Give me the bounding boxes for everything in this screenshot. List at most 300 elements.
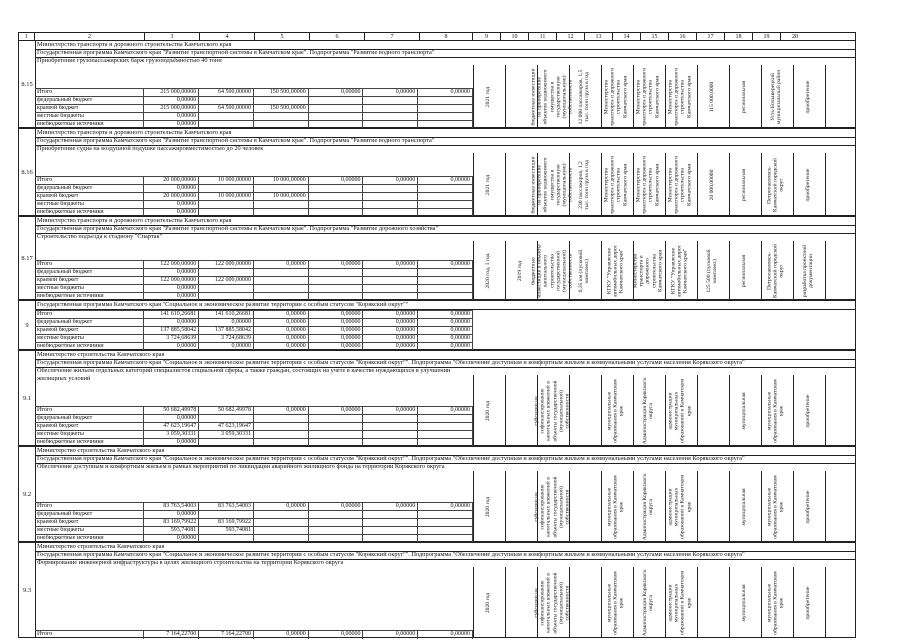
vertical-cell <box>697 471 725 542</box>
vertical-cell <box>532 567 570 638</box>
finance-value: 0,00000 <box>363 177 418 185</box>
vertical-cell-text: 2019 год <box>516 260 523 281</box>
column-number-15: 15 <box>641 33 669 40</box>
finance-value: 3 724,68639 <box>199 335 254 343</box>
vertical-cell <box>633 567 661 638</box>
column-number-16: 16 <box>669 33 697 40</box>
finance-value: 0,00000 <box>418 631 473 639</box>
vertical-cell-text: приобретение <box>804 79 811 114</box>
vertical-cell <box>825 567 853 638</box>
finance-value: 0,00000 <box>418 311 473 319</box>
vertical-cell <box>761 375 789 446</box>
vertical-cell-text: приобретение <box>804 585 811 620</box>
finance-value: 0,00000 <box>199 319 254 327</box>
finance-value: 0,00000 <box>309 327 364 335</box>
object-name: Обеспечение доступным и комфортным жильем в рамках мероприятий по ликвидации аварийного жилищного фонда на территории Корякского округа <box>37 463 445 470</box>
finance-value: 83 169,79922 <box>199 519 254 527</box>
finance-value: 0,00000 <box>199 343 254 351</box>
vertical-cell-text: субсидии на софинансирование капитальных вложений в объекты государственной (муниципальной) собственности <box>532 572 570 633</box>
finance-value: 3 059,30331 <box>144 431 199 439</box>
vertical-cell <box>473 375 501 446</box>
finance-value: 0,00000 <box>309 335 364 343</box>
finance-value: 0,00000 <box>418 327 473 335</box>
finance-value: 0,00000 <box>363 327 418 335</box>
vertical-cell <box>532 375 570 446</box>
vertical-cell-text: приобретение <box>804 167 811 202</box>
ministry-line: Министерство строительства Камчатского края <box>35 447 855 456</box>
vertical-cell <box>825 375 853 446</box>
finance-value: 47 623,19647 <box>199 423 254 431</box>
finance-value: 0,00000 <box>144 121 199 129</box>
finance-value: 83 169,79922 <box>144 519 199 527</box>
vertical-cell <box>793 471 821 542</box>
finance-value: 0,00000 <box>309 89 364 97</box>
finance-label: федеральный бюджет <box>35 269 144 277</box>
row-number: 9.2 <box>19 447 36 541</box>
finance-value: 10 000,00000 <box>199 193 254 201</box>
finance-value: 0,00000 <box>418 503 473 511</box>
vertical-cell-text: региональная <box>740 80 747 113</box>
finance-label: краевой бюджет <box>35 423 144 431</box>
document-table <box>18 32 856 638</box>
vertical-cell-text: приобретение <box>804 393 811 428</box>
finance-label: Итого <box>35 261 144 269</box>
vertical-cell-text: Администрация Корякского округа <box>641 377 654 444</box>
program-line: Государственная программа Камчатского края "Развитие транспортной системы в Камчатском крае". Подпрограмма "Развитие водного транспорта" <box>35 137 855 146</box>
vertical-cell-text: КГКУ "Управление автомобильных дорог Камчатского края" <box>670 244 689 297</box>
column-number-1: 1 <box>19 33 35 40</box>
finance-value: 20 000,00000 <box>144 177 199 185</box>
finance-value: 50 682,49978 <box>144 407 199 415</box>
vertical-cell-text: муниципальные образования в Камчатском крае <box>606 474 625 539</box>
vertical-cell <box>473 567 501 638</box>
finance-value: 3 059,30331 <box>199 431 254 439</box>
vertical-cell-text: 12 000 пассажиров, 1,5 тыс. тонн груза в год <box>577 69 590 124</box>
object-name: Приобретение грузопассажирских барж грузоподъёмностью 40 тонн <box>37 57 222 64</box>
column-number-18: 18 <box>725 33 753 40</box>
finance-label: краевой бюджет <box>35 193 144 201</box>
row-number: 9.3 <box>19 543 36 637</box>
finance-label: Итого <box>35 503 144 511</box>
vertical-cell-text: субсидии на софинансирование капитальных вложений в объекты государственной (муниципальной) собственности <box>532 380 570 441</box>
finance-value: 50 682,49978 <box>199 407 254 415</box>
object-name: Строительство подъезда к стадиону "Спартак" <box>37 233 163 240</box>
ministry-line: Министерство транспорта и дорожного строительства Камчатского края <box>35 129 855 138</box>
vertical-cell <box>601 471 629 542</box>
finance-value: 0,00000 <box>144 511 199 519</box>
vertical-cell <box>761 471 789 542</box>
finance-value: 0,00000 <box>418 335 473 343</box>
finance-value: 150 500,00000 <box>254 105 309 113</box>
program-line: Государственная программа Камчатского края "Социальное и экономическое развитие территории с особым статусом "Корякский округ"". Подпрограмма "Обеспечение доступным и комфортным жильем и коммунальными услугами населения Корякского округа" <box>35 551 855 560</box>
vertical-cell-text: 2021 год <box>484 86 491 107</box>
finance-label: Итого <box>35 311 144 319</box>
finance-value: 0,00000 <box>254 407 309 415</box>
row-number: 8.15 <box>19 41 36 127</box>
column-number-6: 6 <box>310 33 365 40</box>
vertical-cell <box>601 241 629 300</box>
finance-value: 20 000,00000 <box>144 193 199 201</box>
object-block <box>18 40 856 128</box>
vertical-cell-text: 230 пассажиров, 1,2 тыс. тонн груза в год <box>577 159 590 210</box>
ministry-line: Министерство строительства Камчатского края <box>35 351 855 360</box>
finance-value: 0,00000 <box>363 319 418 327</box>
finance-value: 64 500,00000 <box>199 89 254 97</box>
vertical-cell <box>729 375 757 446</box>
finance-value: 141 610,26681 <box>199 311 254 319</box>
finance-value: 0,00000 <box>144 97 199 105</box>
program-line: Государственная программа Камчатского края "Развитие транспортной системы в Камчатском крае". Подпрограмма "Развитие дорожного хозяйства" <box>35 225 855 234</box>
vertical-cell-text: администрации муниципальных образований в Камчатском крае <box>667 474 692 539</box>
vertical-cell-text: приобретение <box>804 489 811 524</box>
column-number-header <box>18 32 856 40</box>
vertical-cell-text: 2020 год <box>484 496 491 517</box>
finance-value: 0,00000 <box>309 319 364 327</box>
vertical-cell-text: 2021 год <box>484 174 491 195</box>
finance-value: 0,00000 <box>144 209 199 217</box>
vertical-cell <box>729 567 757 638</box>
finance-value: 137 885,58042 <box>144 327 199 335</box>
vertical-cell <box>569 65 597 128</box>
finance-label: краевой бюджет <box>35 519 144 527</box>
finance-row <box>35 630 473 639</box>
vertical-cell <box>665 567 693 638</box>
vertical-cell <box>665 471 693 542</box>
vertical-cell <box>761 65 789 128</box>
column-number-4: 4 <box>200 33 255 40</box>
finance-value: 0,00000 <box>363 343 418 351</box>
finance-value: 0,00000 <box>144 535 199 543</box>
finance-label: местные бюджеты <box>35 431 144 439</box>
column-number-5: 5 <box>255 33 310 40</box>
finance-value: 83 763,54003 <box>144 503 199 511</box>
vertical-cell-text: Петропавловск-Камчатский городской округ <box>766 243 785 298</box>
vertical-cell-text: муниципальные образования в Камчатском крае <box>606 378 625 443</box>
finance-value: 0,00000 <box>144 113 199 121</box>
program-line: Государственная программа Камчатского края "Социальное и экономическое развитие территории с особым статусом "Корякский округ"". Подпрограмма "Обеспечение доступным и комфортным жильем и коммунальными услугами населения Корякского округа" <box>35 455 855 464</box>
vertical-cell <box>505 471 533 542</box>
column-number-11: 11 <box>529 33 557 40</box>
vertical-cell <box>505 153 533 216</box>
vertical-cell-text: муниципальные образования в Камчатском крае <box>766 570 785 635</box>
finance-value: 0,00000 <box>309 177 364 185</box>
finance-value: 0,00000 <box>144 293 199 301</box>
finance-value: 0,00000 <box>418 319 473 327</box>
finance-value: 83 763,54003 <box>199 503 254 511</box>
row-number: 8.16 <box>19 129 36 215</box>
object-block <box>18 350 856 446</box>
vertical-cell-text: Министерство транспорта и дорожного строительства Камчатского края <box>631 249 663 292</box>
vertical-cell-text: Министерство транспорта и дорожного строительства Камчатского края <box>667 67 692 126</box>
vertical-cell <box>665 65 693 128</box>
finance-value: 0,00000 <box>144 343 199 351</box>
vertical-cell <box>793 375 821 446</box>
finance-value: 215 000,00000 <box>144 105 199 113</box>
vertical-cell-text: муниципальные образования в Камчатском крае <box>606 570 625 635</box>
vertical-cell-text: Петропавловск-Камчатский городской округ <box>766 157 785 212</box>
object-name: Приобретение судна на воздушной подушке пассажировместимостью до 20 человек <box>37 145 264 152</box>
finance-value: 0,00000 <box>254 261 309 269</box>
vertical-cell-text: администрации муниципальных образований в Камчатском крае <box>667 570 692 635</box>
finance-label: внебюджетные источники <box>35 535 144 543</box>
vertical-cell-text: бюджетные инвестиции в объекты капитального строительства государственной (муниципальной) собственности <box>529 243 574 298</box>
vertical-cell <box>505 375 533 446</box>
finance-label: местные бюджеты <box>35 113 144 121</box>
finance-value: 122 000,00000 <box>144 261 199 269</box>
vertical-cell <box>505 65 533 128</box>
vertical-cell-text: разработка проектной документации <box>801 244 814 297</box>
vertical-cell <box>697 65 725 128</box>
vertical-cell <box>473 153 501 216</box>
finance-value: 122 000,00000 <box>199 277 254 285</box>
finance-value: 0,00000 <box>144 201 199 209</box>
vertical-cell <box>633 375 661 446</box>
vertical-cell-text: муниципальная <box>740 487 747 526</box>
finance-value: 0,00000 <box>418 261 473 269</box>
object-block <box>18 542 856 638</box>
finance-label: внебюджетные источники <box>35 293 144 301</box>
finance-value: 0,00000 <box>418 343 473 351</box>
ministry-line: Министерство строительства Камчатского края <box>35 543 855 552</box>
finance-value: 10 000,00000 <box>254 177 309 185</box>
finance-value: 0,00000 <box>363 335 418 343</box>
vertical-cell-text: Министерство транспорта и дорожного строительства Камчатского края <box>667 155 692 214</box>
vertical-cell <box>697 567 725 638</box>
vertical-cell <box>761 567 789 638</box>
finance-value: 0,00000 <box>254 327 309 335</box>
finance-value: 0,00000 <box>363 503 418 511</box>
finance-label: федеральный бюджет <box>35 185 144 193</box>
vertical-cell-text: Министерство транспорта и дорожного строительства Камчатского края <box>603 67 628 126</box>
section-9-summary <box>18 300 856 350</box>
finance-value: 0,00000 <box>309 311 364 319</box>
finance-value: 0,00000 <box>309 261 364 269</box>
vertical-cell <box>665 153 693 216</box>
vertical-cell-text: муниципальные образования в Камчатском крае <box>766 378 785 443</box>
vertical-cell <box>529 153 574 216</box>
vertical-cell-text: бюджетные инвестиции на приобретение объектов недвижимого имущества в государственную (муниципальную) собственность <box>529 67 574 126</box>
finance-label: внебюджетные источники <box>35 343 144 351</box>
vertical-cell-text: 125 500 (пусковой комплекс) <box>705 248 718 293</box>
vertical-cell <box>505 567 533 638</box>
finance-label: Итого <box>35 631 144 639</box>
vertical-cell <box>633 65 661 128</box>
object-block <box>18 446 856 542</box>
finance-label: внебюджетные источники <box>35 209 144 217</box>
ministry-line: Министерство транспорта и дорожного строительства Камчатского края <box>35 217 855 226</box>
finance-value: 0,00000 <box>363 407 418 415</box>
finance-value: 10 000,00000 <box>199 177 254 185</box>
finance-value: 47 623,19647 <box>144 423 199 431</box>
vertical-cell <box>601 567 629 638</box>
column-number-20: 20 <box>792 34 798 40</box>
vertical-cell-text: 2020 год <box>484 592 491 613</box>
vertical-cell <box>793 567 821 638</box>
finance-label: внебюджетные источники <box>35 439 144 447</box>
vertical-cell-text: Администрация Корякского округа <box>641 569 654 636</box>
vertical-cell <box>473 241 501 300</box>
vertical-cell <box>729 241 757 300</box>
finance-value: 0,00000 <box>418 89 473 97</box>
finance-value: 0,00000 <box>254 343 309 351</box>
object-name: Формирование инженерной инфраструктуры в целях жилищного строительства на территории Корякского округа <box>37 559 344 566</box>
vertical-cell-text: 115 000,0000 <box>708 81 715 112</box>
vertical-cell <box>569 375 597 446</box>
program-line: Государственная программа Камчатского края "Социальное и экономическое развитие территории с особым статусом "Корякский округ"". Подпрограмма "Обеспечение доступным и комфортным жильем и коммунальными услугами населения Корякского округа" <box>35 359 855 368</box>
vertical-cell-text: Министерство транспорта и дорожного строительства Камчатского края <box>603 155 628 214</box>
finance-value: 7 164,22700 <box>144 631 199 639</box>
column-number-7: 7 <box>365 33 420 40</box>
vertical-cell <box>633 241 661 300</box>
vertical-cell-text: Администрация Корякского округа <box>641 473 654 540</box>
finance-value: 122 000,00000 <box>199 261 254 269</box>
vertical-cell <box>633 471 661 542</box>
vertical-cell <box>532 471 570 542</box>
vertical-cell-text: 2020 год <box>484 400 491 421</box>
vertical-cell <box>697 375 725 446</box>
vertical-cell <box>569 241 597 300</box>
vertical-cell-text: региональная <box>740 254 747 287</box>
vertical-cell <box>729 65 757 128</box>
finance-value: 10 000,00000 <box>254 193 309 201</box>
finance-value: 0,00000 <box>309 407 364 415</box>
finance-value: 215 000,00000 <box>144 89 199 97</box>
finance-value: 3 724,68639 <box>144 335 199 343</box>
column-number-13: 13 <box>585 33 613 40</box>
vertical-cell <box>793 65 821 128</box>
row-number: 9.1 <box>19 351 36 445</box>
finance-value: 0,00000 <box>309 343 364 351</box>
vertical-cell <box>793 153 821 216</box>
vertical-cell <box>473 471 501 542</box>
program-line: Государственная программа Камчатского края "Развитие транспортной системы в Камчатском крае". Подпрограмма "Развитие водного транспорта" <box>35 49 855 58</box>
finance-label: краевой бюджет <box>35 327 144 335</box>
finance-label: федеральный бюджет <box>35 415 144 423</box>
finance-value: 0,00000 <box>144 285 199 293</box>
vertical-cell-text: региональная <box>740 168 747 201</box>
finance-label: федеральный бюджет <box>35 511 144 519</box>
vertical-cell <box>473 65 501 128</box>
finance-label: местные бюджеты <box>35 285 144 293</box>
finance-label: внебюджетные источники <box>35 121 144 129</box>
vertical-cell <box>825 65 853 128</box>
vertical-cell <box>665 375 693 446</box>
vertical-cell <box>569 471 597 542</box>
finance-value: 122 000,00000 <box>144 277 199 285</box>
finance-value: 0,00000 <box>363 311 418 319</box>
column-number-19: 19 <box>753 33 781 40</box>
vertical-cell <box>729 471 757 542</box>
vertical-cell-text: 20 000,00000 <box>708 169 715 200</box>
vertical-cell-text: КГКУ "Управление автомобильных дорог Камчатского края" <box>606 244 625 297</box>
finance-value: 0,00000 <box>254 503 309 511</box>
column-number-9: 9 <box>473 33 501 40</box>
vertical-cell <box>601 375 629 446</box>
vertical-cell <box>825 241 853 300</box>
finance-label: местные бюджеты <box>35 527 144 535</box>
column-number-12: 12 <box>557 33 585 40</box>
finance-value: 137 885,58042 <box>199 327 254 335</box>
vertical-cell-text: 2020 год, 1 год <box>484 253 491 288</box>
finance-label: краевой бюджет <box>35 105 144 113</box>
finance-value: 0,00000 <box>254 319 309 327</box>
vertical-cell <box>665 241 693 300</box>
finance-value: 593,74081 <box>144 527 199 535</box>
finance-value: 0,00000 <box>254 631 309 639</box>
vertical-cell-text: муниципальная <box>740 391 747 430</box>
finance-value: 64 500,00000 <box>199 105 254 113</box>
row-number: 9 <box>19 301 36 349</box>
finance-value: 0,00000 <box>418 407 473 415</box>
finance-label: федеральный бюджет <box>35 319 144 327</box>
finance-label: Итого <box>35 407 144 415</box>
vertical-cell <box>793 241 821 300</box>
column-number-14: 14 <box>613 33 641 40</box>
vertical-cell <box>761 241 789 300</box>
vertical-cell <box>529 241 574 300</box>
finance-label: местные бюджеты <box>35 335 144 343</box>
vertical-cell <box>633 153 661 216</box>
finance-value: 0,00000 <box>363 261 418 269</box>
vertical-cell <box>825 153 853 216</box>
vertical-cell-text: администрации муниципальных образований в Камчатском крае <box>667 378 692 443</box>
finance-label: федеральный бюджет <box>35 97 144 105</box>
finance-value: 0,00000 <box>144 415 199 423</box>
object-block <box>18 216 856 300</box>
vertical-cell <box>569 567 597 638</box>
vertical-cell-text: 0,35 км (пусковой комплекс) <box>577 249 590 292</box>
finance-value: 0,00000 <box>363 631 418 639</box>
finance-value: 0,00000 <box>309 503 364 511</box>
vertical-cell <box>729 153 757 216</box>
finance-value: 0,00000 <box>254 311 309 319</box>
vertical-cell-text: субсидии на софинансирование капитальных вложений в объекты государственной (муниципальной) собственности <box>532 476 570 537</box>
finance-value: 593,74081 <box>199 527 254 535</box>
finance-value: 0,00000 <box>144 269 199 277</box>
program-line: Государственная программа Камчатского края "Социальное и экономическое развитие территории с особым статусом "Корякский округ"" <box>35 301 855 310</box>
vertical-cell-text: Министерство транспорта и дорожного строительства Камчатского края <box>635 67 660 126</box>
column-number-10: 10 <box>501 33 529 40</box>
vertical-cell <box>761 153 789 216</box>
column-number-2: 2 <box>35 33 145 40</box>
finance-label: краевой бюджет <box>35 277 144 285</box>
vertical-cell <box>825 471 853 542</box>
finance-value: 141 610,26681 <box>144 311 199 319</box>
finance-label: Итого <box>35 89 144 97</box>
object-block <box>18 128 856 216</box>
finance-value: 150 500,00000 <box>254 89 309 97</box>
object-name: Обеспечение жильем отдельных категорий специалистов социальной сферы, а также граждан, состоящих на учете в качестве нуждающихся в улучшении жилищных условий <box>37 367 451 382</box>
vertical-cell-text: бюджетные инвестиции на приобретение объектов недвижимого имущества в государственную (муниципальную) собственность <box>529 155 574 214</box>
vertical-cell <box>697 153 725 216</box>
column-number-8: 8 <box>420 33 473 40</box>
vertical-cell <box>529 65 574 128</box>
vertical-cell <box>697 241 725 300</box>
finance-value: 0,00000 <box>144 439 199 447</box>
ministry-line: Министерство транспорта и дорожного строительства Камчатского края <box>35 41 855 50</box>
vertical-cell <box>505 241 533 300</box>
vertical-cell <box>569 153 597 216</box>
vertical-cell-text: Министерство транспорта и дорожного строительства Камчатского края <box>635 155 660 214</box>
finance-value: 0,00000 <box>363 89 418 97</box>
finance-label: местные бюджеты <box>35 201 144 209</box>
finance-value: 0,00000 <box>254 335 309 343</box>
finance-value: 0,00000 <box>144 185 199 193</box>
finance-label: Итого <box>35 177 144 185</box>
row-number: 8.17 <box>19 217 36 299</box>
vertical-cell-text: Усть-Большерецкий муниципальный район <box>769 69 782 124</box>
finance-value: 7 164,22700 <box>199 631 254 639</box>
